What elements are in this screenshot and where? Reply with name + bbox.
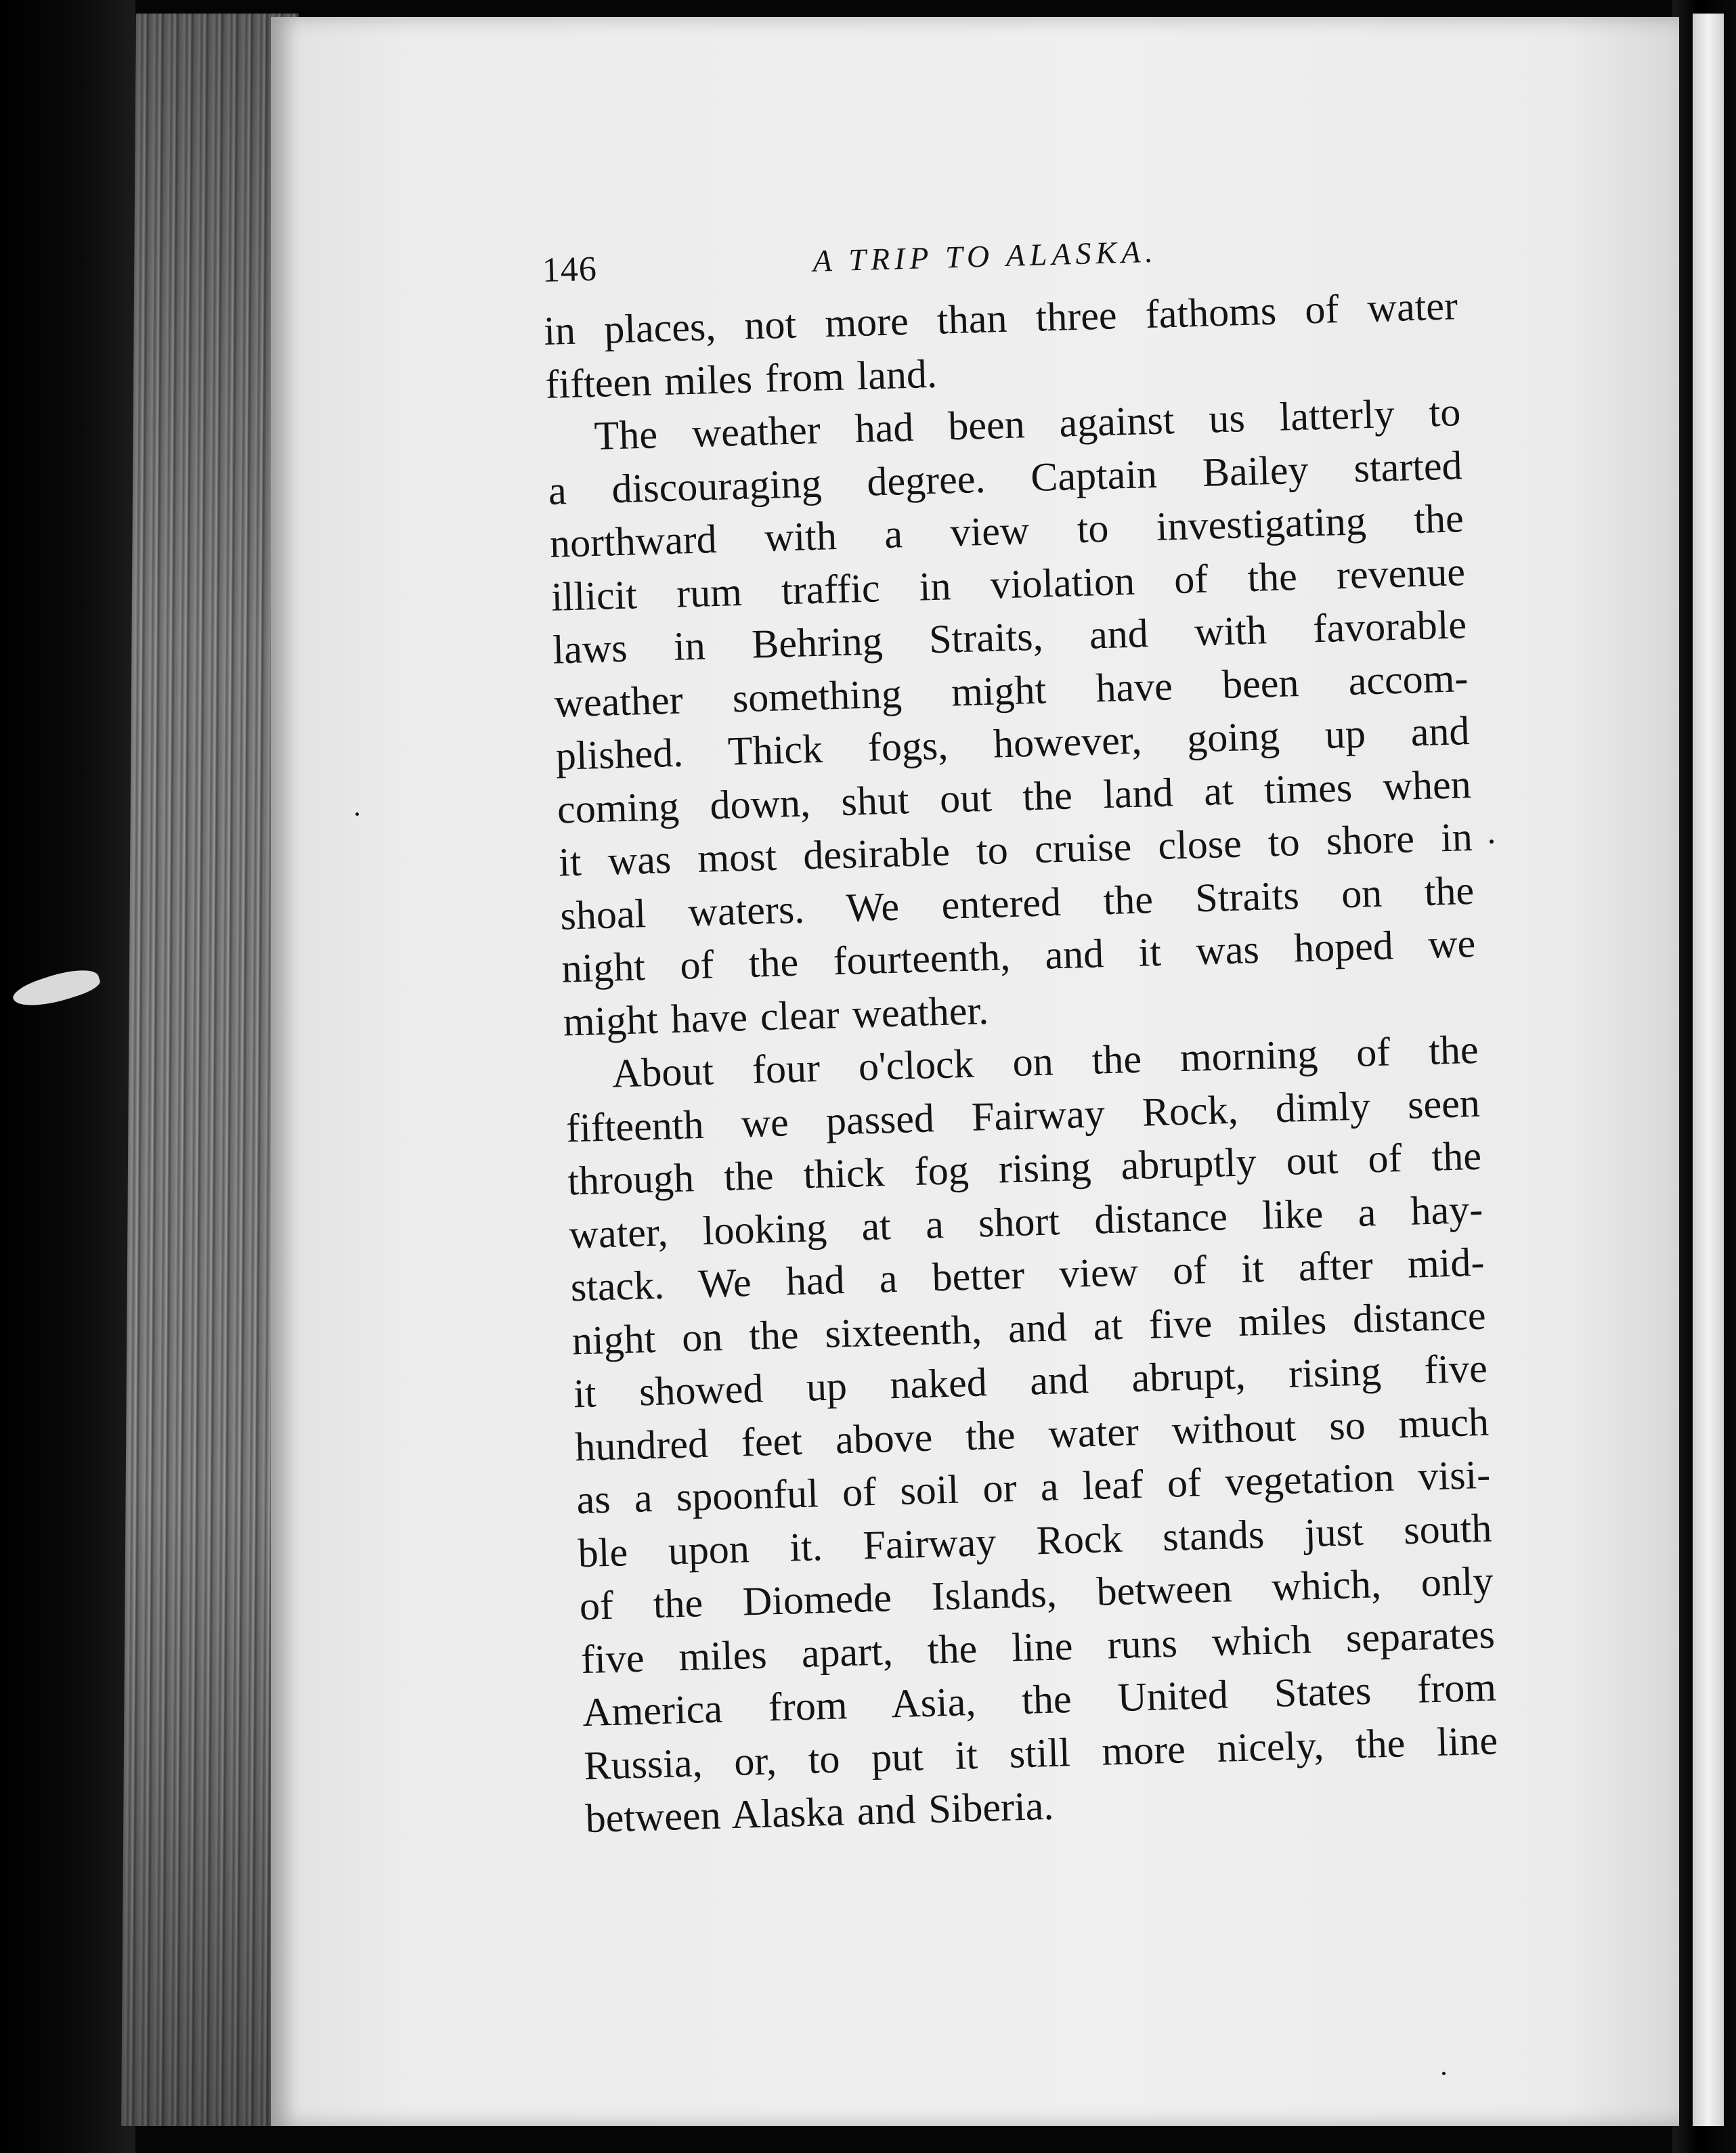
text-line: About four o'clock on the morning of the bbox=[611, 1026, 1479, 1096]
text-line: through the thick fog rising abruptly out of the bbox=[567, 1133, 1482, 1204]
text-line: water, looking at a short distance like a hay- bbox=[568, 1186, 1483, 1257]
text-line: a discouraging degree. Captain Bailey started bbox=[547, 442, 1463, 513]
text-line: stack. We had a better view of it after mid- bbox=[569, 1239, 1485, 1310]
text-line: Russia, or, to put it still more nicely, the line bbox=[583, 1717, 1498, 1788]
scan-background-left bbox=[0, 0, 135, 2153]
text-line: ble upon it. Fairway Rock stands just south bbox=[577, 1505, 1493, 1575]
text-line: weather something might have been accom- bbox=[553, 655, 1469, 726]
text-line: in places, not more than three fathoms of water bbox=[543, 283, 1458, 353]
text-line: night of the fourteenth, and it was hoped we bbox=[561, 920, 1477, 991]
text-line: it was most desirable to cruise close to shore in bbox=[558, 814, 1473, 885]
text-line: night on the sixteenth, and at five miles distance bbox=[571, 1292, 1487, 1363]
text-line: as a spoonful of soil or a leaf of vegetation visi- bbox=[576, 1452, 1491, 1523]
text-line: northward with a view to investigating the bbox=[549, 496, 1464, 566]
text-line: of the Diomede Islands, between which, only bbox=[579, 1558, 1494, 1629]
text-line: hundred feet above the water without so much bbox=[574, 1399, 1490, 1469]
running-title: A TRIP TO ALASKA. bbox=[812, 234, 1158, 278]
text-line: it showed up naked and abrupt, rising five bbox=[573, 1345, 1488, 1416]
scan-speck bbox=[355, 812, 359, 816]
text-line: illicit rum traffic in violation of the revenue bbox=[550, 548, 1466, 619]
adjacent-page-sliver bbox=[1693, 14, 1724, 2126]
text-line: laws in Behring Straits, and with favorable bbox=[552, 602, 1467, 672]
text-line: America from Asia, the United States from bbox=[582, 1664, 1497, 1735]
text-line: fifteenth we passed Fairway Rock, dimly seen bbox=[565, 1080, 1481, 1150]
scan-speck bbox=[1442, 2072, 1446, 2075]
text-line: between Alaska and Siberia. bbox=[584, 1783, 1055, 1842]
text-line: five miles apart, the line runs which separates bbox=[580, 1611, 1496, 1682]
text-line: plished. Thick fogs, however, going up and bbox=[555, 708, 1471, 779]
text-line: fifteen miles from land. bbox=[544, 351, 938, 407]
scan-speck bbox=[1490, 840, 1494, 844]
text-line: might have clear weather. bbox=[562, 987, 989, 1045]
text-line: The weather had been against us latterly to bbox=[593, 389, 1462, 458]
page-text-block bbox=[542, 225, 1500, 1845]
page-number: 146 bbox=[542, 249, 598, 290]
text-line: coming down, shut out the land at times when bbox=[557, 761, 1472, 832]
text-line: shoal waters. We entered the Straits on the bbox=[559, 867, 1475, 938]
